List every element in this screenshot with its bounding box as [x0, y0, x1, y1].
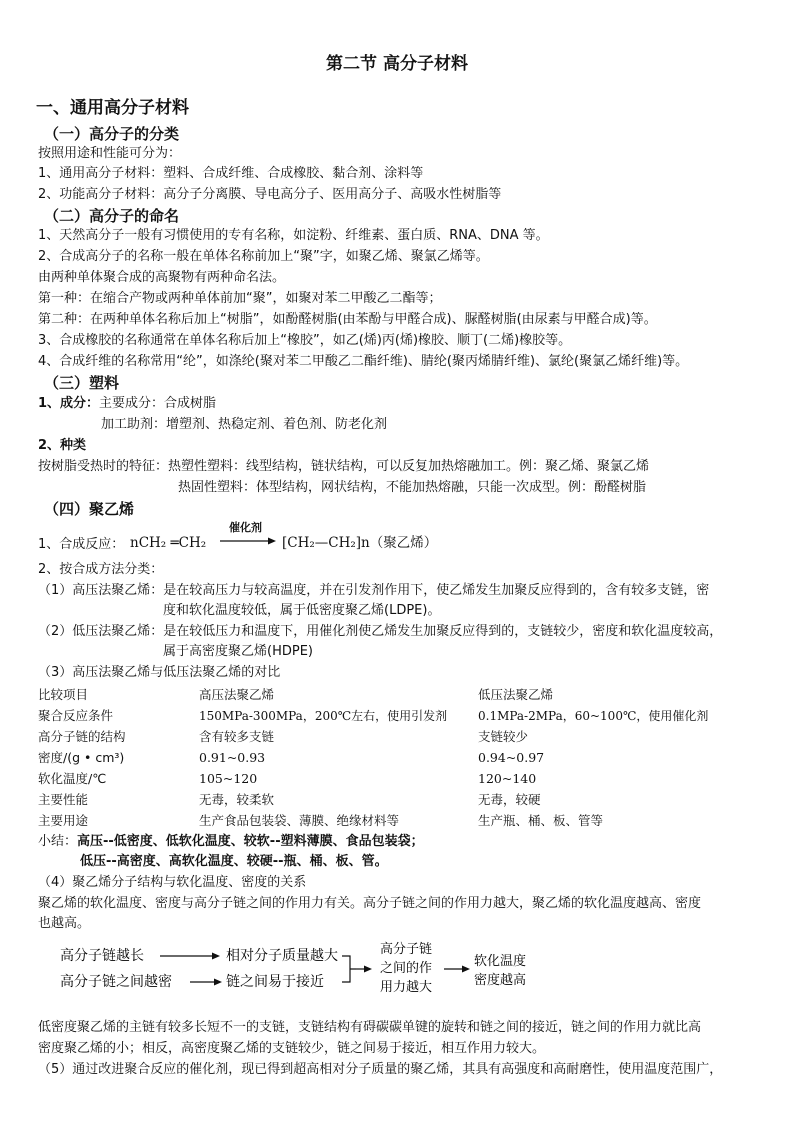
page-title: 第二节 高分子材料	[326, 54, 468, 74]
table-cell: 105~120	[199, 771, 258, 786]
reaction-label: 1、合成反应：	[38, 537, 125, 552]
table-cell: 支链较少	[478, 729, 529, 744]
summary-label: 小结：	[38, 834, 78, 849]
diagram-node-force-line3: 用力越大	[380, 980, 433, 995]
reaction-product: [CH₂—CH₂]n（聚乙烯）	[282, 535, 438, 551]
text-line: 按照用途和性能可分为：	[38, 146, 182, 161]
table-cell: 无毒，较柔软	[199, 792, 275, 807]
reaction-arrow-icon	[218, 536, 278, 546]
summary-low-pressure: 低压--高密度、高软化温度、较硬--瓶、桶、板、管。	[80, 854, 388, 869]
table-cell: 150MPa-300MPa，200℃左右，使用引发剂	[199, 709, 448, 723]
text-line: 2、合成高分子的名称一般在单体名称前加上“聚”字，如聚乙烯、聚氯乙烯等。	[38, 249, 489, 264]
text-line: 聚乙烯的软化温度、密度与高分子链之间的作用力有关。高分子链之间的作用力越大，聚乙烯的软化温度越高、密度	[38, 896, 702, 911]
table-cell: 0.94~0.97	[478, 750, 545, 765]
relationship-diagram	[40, 940, 560, 1005]
text-line: 按树脂受热时的特征：热塑性塑料：线型结构，链状结构，可以反复加热熔融加工。例：聚乙烯、聚氯乙烯	[38, 459, 650, 474]
subheading-polyethylene: （四）聚乙烯	[44, 500, 135, 518]
arrow-head-icon	[214, 979, 222, 986]
table-cell: 无毒，较硬	[478, 792, 541, 807]
text-line: （5）通过改进聚合反应的催化剂，现已得到超高相对分子质量的聚乙烯，其具有高强度和高耐磨性，使用温度范围广，	[38, 1062, 723, 1077]
reaction-catalyst: 催化剂	[229, 521, 262, 534]
table-cell: 密度/(g • cm³)	[38, 750, 125, 765]
table-cell: 0.91~0.93	[199, 750, 266, 765]
subheading-plastics: （三）塑料	[44, 374, 120, 392]
diagram-node-force-line2: 之间的作	[380, 961, 433, 976]
subheading-naming: （二）高分子的命名	[44, 207, 180, 225]
reaction-reactant: nCH₂ ═CH₂	[130, 535, 207, 551]
diagram-node-result-line2: 密度越高	[474, 973, 527, 988]
text-line: 低密度聚乙烯的主链有较多长短不一的支链，支链结构有碍碳碳单键的旋转和链之间的接近，链之间的作用力就比高	[38, 1020, 702, 1035]
arrow-head-icon	[212, 953, 220, 960]
table-cell: 低压法聚乙烯	[478, 687, 554, 702]
diagram-node-chain-length: 高分子链越长	[60, 948, 144, 964]
table-cell: 高分子链的结构	[38, 729, 126, 744]
diagram-node-molecular-mass: 相对分子质量越大	[226, 948, 338, 964]
table-cell: 聚合反应条件	[38, 708, 114, 723]
text-line: 1、通用高分子材料：塑料、合成纤维、合成橡胶、黏合剂、涂料等	[38, 166, 424, 181]
text-line: 2、按合成方法分类：	[38, 562, 164, 577]
types-label: 2、种类	[38, 438, 87, 453]
text-line	[38, 395, 216, 413]
table-cell: 比较项目	[38, 687, 89, 702]
text-line: 属于高密度聚乙烯(HDPE)	[163, 644, 313, 659]
text-line: 由两种单体聚合成的高聚物有两种命名法。	[38, 270, 286, 285]
table-cell: 120~140	[478, 771, 537, 786]
text-line: 2、功能高分子材料：高分子分离膜、导电高分子、医用高分子、高吸水性树脂等	[38, 187, 502, 202]
table-cell: 主要用途	[38, 813, 89, 828]
table-cell: 生产瓶、桶、板、管等	[478, 813, 604, 828]
summary-line	[38, 833, 424, 851]
table-cell: 0.1MPa-2MPa，60~100℃，使用催化剂	[478, 709, 709, 723]
arrow-head-icon	[364, 966, 372, 973]
text-line: 热固性塑料：体型结构，网状结构，不能加热熔融，只能一次成型。例：酚醛树脂	[178, 480, 647, 495]
bracket-icon	[342, 956, 356, 982]
text-line: 3、合成橡胶的名称通常在单体名称后加上“橡胶”，如乙(烯)丙(烯)橡胶、顺丁(二烯)橡胶等。	[38, 333, 572, 348]
text-line: 密度聚乙烯的小；相反，高密度聚乙烯的支链较少，链之间易于接近，相互作用力较大。	[38, 1041, 546, 1056]
table-cell: 主要性能	[38, 792, 89, 807]
arrow-head-icon	[462, 966, 470, 973]
text-line: 4、合成纤维的名称常用“纶”，如涤纶(聚对苯二甲酸乙二酯纤维)、腈纶(聚丙烯腈纤维)、氯纶(聚氯乙烯纤维)等。	[38, 354, 689, 369]
composition-label: 1、成分：	[38, 396, 100, 411]
subheading-classification: （一）高分子的分类	[44, 125, 180, 143]
summary-high-pressure: 高压--低密度、低软化温度、较软--塑料薄膜、食品包装袋；	[77, 834, 424, 849]
diagram-node-result-line1: 软化温度	[474, 954, 527, 969]
table-cell: 含有较多支链	[199, 729, 275, 744]
section-heading-general-polymers: 一、通用高分子材料	[36, 98, 189, 118]
table-cell: 软化温度/℃	[38, 771, 107, 786]
text-line: 1、天然高分子一般有习惯使用的专有名称，如淀粉、纤维素、蛋白质、RNA、DNA 等。	[38, 228, 549, 243]
table-cell: 生产食品包装袋、薄膜、绝缘材料等	[199, 813, 400, 828]
table-cell: 高压法聚乙烯	[199, 687, 275, 702]
text-line: 第一种：在缩合产物或两种单体前加“聚”，如聚对苯二甲酸乙二酯等；	[38, 291, 442, 306]
text-line: 度和软化温度较低，属于低密度聚乙烯(LDPE)。	[163, 603, 441, 618]
text-line: 加工助剂：增塑剂、热稳定剂、着色剂、防老化剂	[101, 417, 388, 432]
composition-main: 主要成分：合成树脂	[99, 396, 217, 411]
diagram-node-force-line1: 高分子链	[380, 942, 433, 957]
text-line: 也越高。	[38, 916, 91, 931]
diagram-node-chains-approach: 链之间易于接近	[226, 974, 324, 990]
text-line: （4）聚乙烯分子结构与软化温度、密度的关系	[38, 875, 307, 890]
text-line: 第二种：在两种单体名称后加上“树脂”，如酚醛树脂(由苯酚与甲醛合成)、脲醛树脂(由尿素与甲醛合成)等。	[38, 312, 657, 327]
text-line: （1）高压法聚乙烯：是在较高压力与较高温度，并在引发剂作用下，使乙烯发生加聚反应得到的，含有较多支链，密	[38, 583, 710, 598]
text-line: （3）高压法聚乙烯与低压法聚乙烯的对比	[38, 665, 281, 680]
text-line: （2）低压法聚乙烯：是在较低压力和温度下，用催化剂使乙烯发生加聚反应得到的，支链较少，密度和软化温度较高，	[38, 624, 723, 639]
diagram-node-chain-density: 高分子链之间越密	[60, 974, 172, 990]
